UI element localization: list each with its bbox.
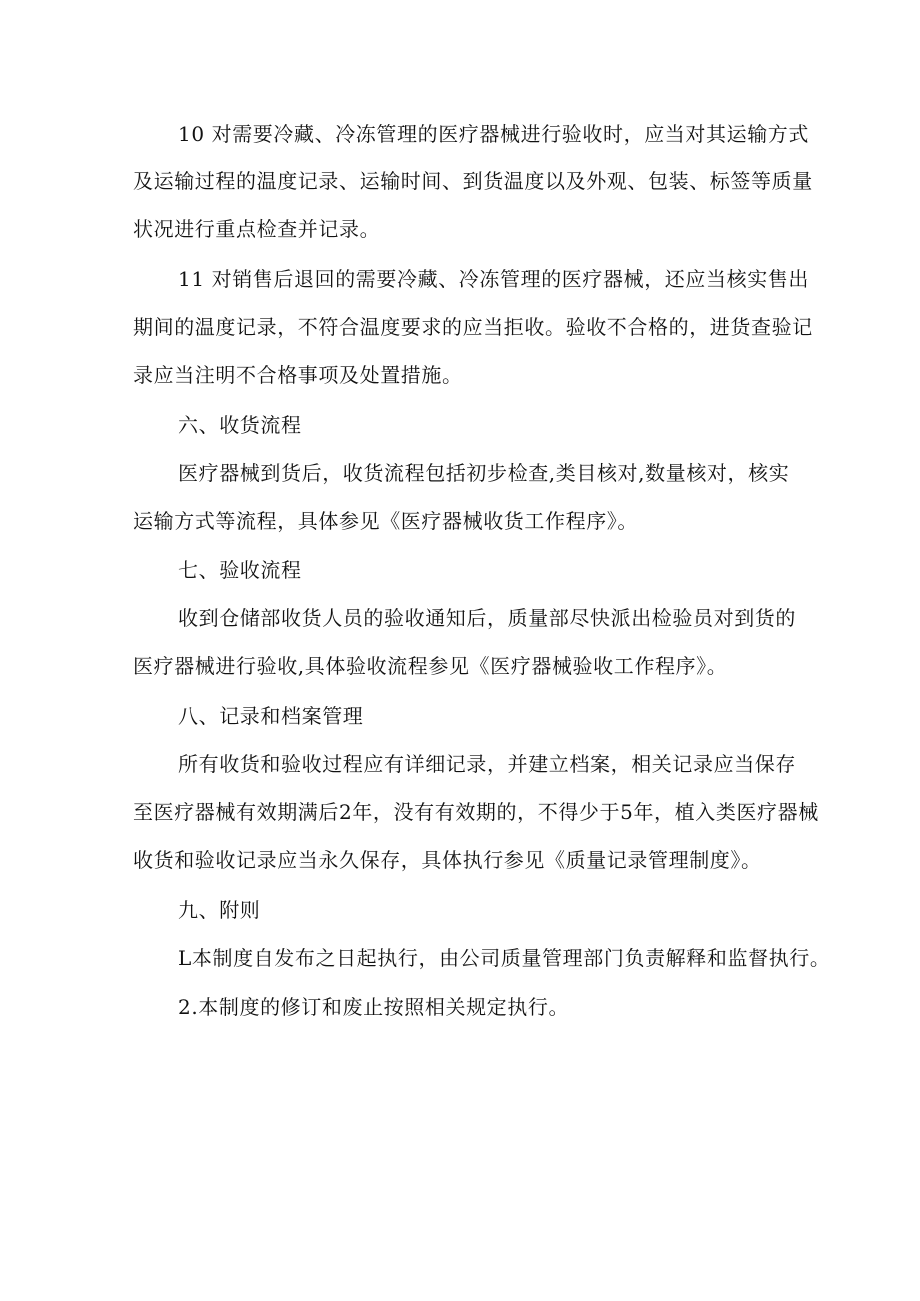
paragraph-11-line-2: 期间的温度记录，不符合温度要求的应当拒收。验收不合格的，进货查验记 xyxy=(133,315,813,339)
receiving-line-2: 运输方式等流程，具体参见《医疗器械收货工作程序》。 xyxy=(133,509,638,533)
records-line-3: 收货和验收记录应当永久保存，具体执行参见《质量记录管理制度》。 xyxy=(133,848,762,872)
section-heading-receiving: 六、收货流程 xyxy=(178,413,302,437)
records-line-1: 所有收货和验收过程应有详细记录，并建立档案，相关记录应当保存 xyxy=(178,752,796,776)
paragraph-10-line-3: 状况进行重点检查并记录。 xyxy=(133,217,381,241)
section-heading-records: 八、记录和档案管理 xyxy=(178,704,364,728)
paragraph-10-line-1: 10 对需要冷藏、冷冻管理的医疗器械进行验收时，应当对其运输方式 xyxy=(178,122,810,146)
section-heading-supplementary: 九、附则 xyxy=(178,898,261,922)
supplementary-item-1: L本制度自发布之日起执行，由公司质量管理部门负责解释和监督执行。 xyxy=(178,946,831,970)
records-line-2: 至医疗器械有效期满后2年，没有有效期的，不得少于5年，植入类医疗器械 xyxy=(133,800,819,824)
paragraph-10-line-2: 及运输过程的温度记录、运输时间、到货温度以及外观、包装、标签等质量 xyxy=(133,169,813,193)
paragraph-11-line-3: 录应当注明不合格事项及处置措施。 xyxy=(133,363,463,387)
receiving-line-1: 医疗器械到货后，收货流程包括初步检查,类目核对,数量核对，核实 xyxy=(178,461,790,485)
supplementary-item-2: 2.本制度的修订和废止按照相关规定执行。 xyxy=(178,995,570,1019)
section-heading-acceptance: 七、验收流程 xyxy=(178,558,302,582)
acceptance-line-2: 医疗器械进行验收,具体验收流程参见《医疗器械验收工作程序》。 xyxy=(133,654,728,678)
acceptance-line-1: 收到仓储部收货人员的验收通知后，质量部尽快派出检验员对到货的 xyxy=(178,606,796,630)
paragraph-11-line-1: 11 对销售后退回的需要冷藏、冷冻管理的医疗器械，还应当核实售出 xyxy=(178,267,810,291)
